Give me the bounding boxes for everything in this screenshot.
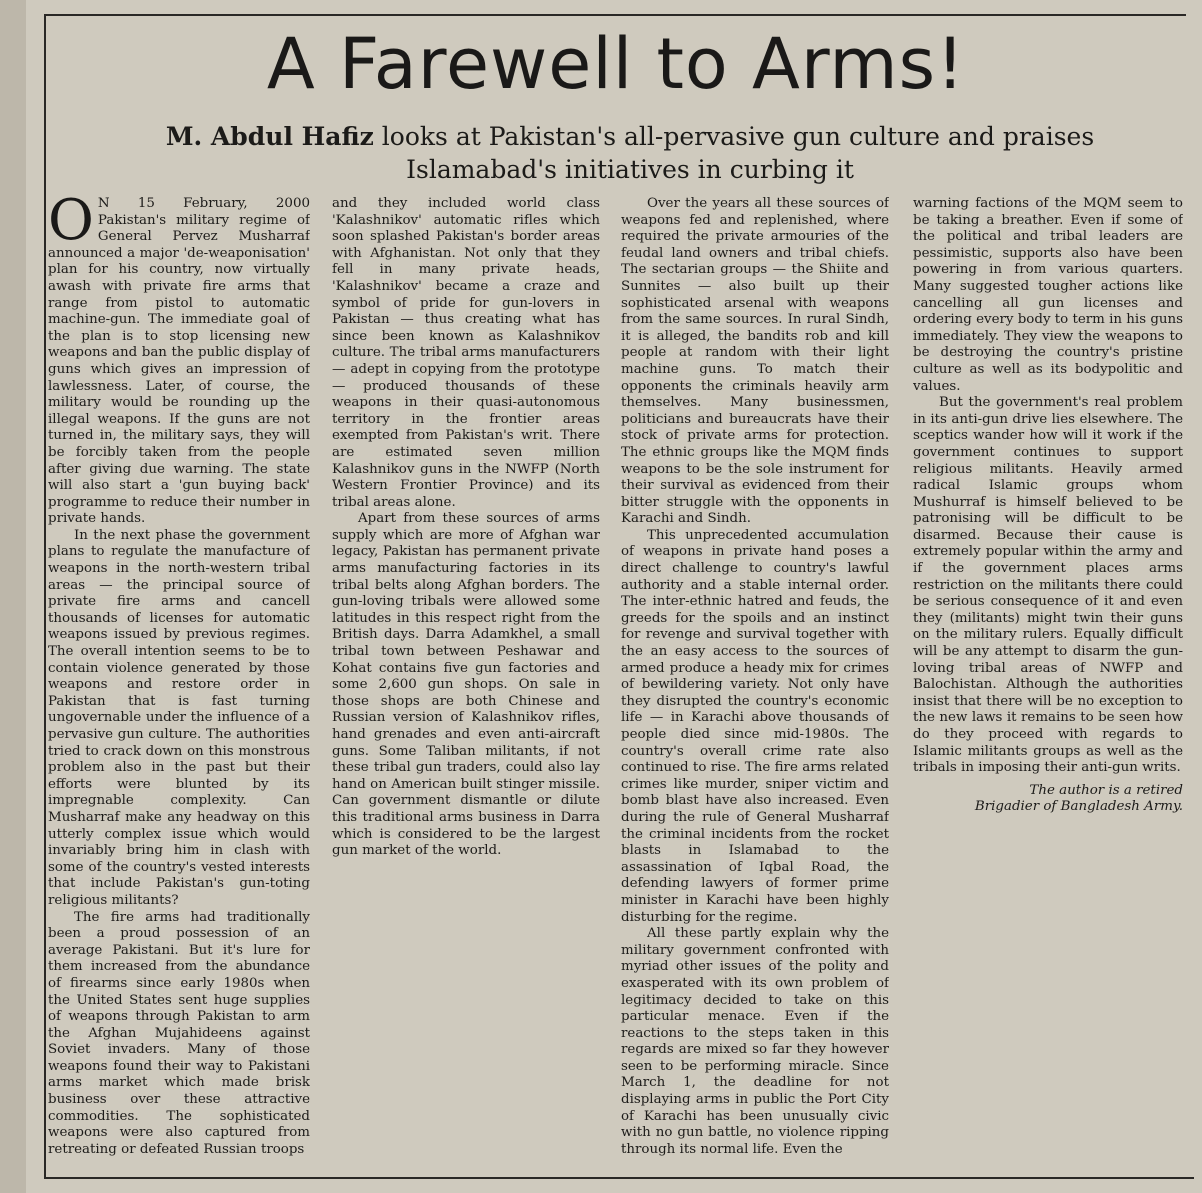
paragraph-1 bbox=[48, 196, 310, 528]
dropcap: O bbox=[48, 196, 94, 253]
paragraph-7-end: warning factions of the MQM seem to be taking a breather. Even if some of the political and tribal leaders are pessimistic, supports also have been powering in from various quarters. Many suggested tougher actions like cancelling all gun licenses and ordering every body to term in his guns immediately. They view the weapons to be destroying the country's pristine culture as well as its bodypolitic and values. bbox=[913, 196, 1183, 394]
author-note bbox=[913, 783, 1183, 816]
byline: M. Abdul Hafiz bbox=[165, 122, 374, 151]
column-3 bbox=[621, 196, 889, 1171]
column-1 bbox=[48, 196, 310, 1171]
paragraph-5: Over the years all these sources of weapons fed and replenished, where required the private armouries of the feudal land owners and tribal chiefs. The sectarian groups — the Shiite and Sunnites — also built up their sophisticated arsenal with weapons from the same sources. In rural Sindh, it is alleged, the bandits rob and kill people at random with their light machine guns. To match their opponents the criminals heavily arm themselves. Many businessmen, politicians and bureaucrats have their stock of private arms for protection. The ethnic groups like the MQM finds weapons to be the sole instrument for their survival as evidenced from their bitter struggle with the opponents in Karachi and Sindh. bbox=[621, 196, 889, 527]
left-rule bbox=[44, 14, 46, 1179]
paragraph-6: This unprecedented accumulation of weapons in private hand poses a direct challenge to country's lawful authority and a stable internal order. The inter-ethnic hatred and feuds, the greeds for the spoils and an instinct for revenge and survival together with the an easy access to the sources of armed produce a heady mix for crimes of bewildering variety. Not only have they disrupted the country's economic life — in Karachi above thousands of people died since mid-1980s. The country's overall crime rate also continued to rise. The fire arms related crimes like murder, sniper victim and bomb blast have also increased. Even during the rule of General Musharraf the criminal incidents from the rocket blasts in Islamabad to the assassination of Iqbal Road, the defending lawyers of former prime minister in Karachi have been highly disturbing for the regime. bbox=[621, 527, 889, 925]
top-rule bbox=[44, 14, 1186, 16]
author-note-line-1: The author is a retired bbox=[1029, 782, 1183, 798]
bottom-rule bbox=[44, 1177, 1194, 1179]
headline: A Farewell to Arms! bbox=[266, 23, 966, 105]
paragraph-1-text: N 15 February, 2000 Pakistan's military regime of General Pervez Musharraf announced a major 'de-weaponisation' plan for his country, now virtually awash with private fire arms that range from pistol to automatic machine-gun. The immediate goal of the plan is to stop licensing new weapons and ban the public display of guns which gives an impression of lawlessness. Later, of course, the military would be rounding up the illegal weapons. If the guns are not turned in, the military says, they will be forcibly taken from the people after giving due warning. The state will also start a 'gun buying back' programme to reduce their number in private hands. bbox=[48, 196, 310, 527]
deck bbox=[90, 120, 1170, 186]
column-2 bbox=[332, 196, 600, 1171]
author-note-line-2: Brigadier of Bangladesh Army. bbox=[974, 799, 1183, 815]
paragraph-8: But the government's real problem in its anti-gun drive lies elsewhere. The sceptics wander how will it work if the government continues to support religious militants. Heavily armed radical Islamic groups whom Mushurraf is himself believed to be patronising will be difficult to be disarmed. Because their cause is extremely popular within the army and if the government places arms restriction on the militants there could be serious consequence of it and even they (militants) might twin their guns on the military rulers. Equally difficult will be any attempt to disarm the gun-loving tribal areas of NWFP and Balochistan. Although the authorities insist that there will be no exception to the new laws it remains to be seen how do they proceed with regards to Islamic militants groups as well as the tribals in imposing their anti-gun writs. bbox=[913, 395, 1183, 776]
deck-text: looks at Pakistan's all-pervasive gun culture and praises Islamabad's initiatives in curbing it bbox=[373, 122, 1095, 184]
paragraph-7-start: All these partly explain why the military government confronted with myriad other issues of the polity and exasperated with its own problem of legitimacy decided to take on this particular menace. Even if the reactions to the steps taken in this regards are mixed so far they however seen to be performing miracle. Since March 1, the deadline for not displaying arms in public the Port City of Karachi has been unusually civic with no gun battle, no violence ripping through its normal life. Even the bbox=[621, 926, 889, 1157]
paragraph-3-end: and they included world class 'Kalashnikov' automatic rifles which soon splashed Pakistan's border areas with Afghanistan. Not only that they fell in many private heads, 'Kalashnikov' became a craze and symbol of pride for gun-lovers in Pakistan — thus creating what has since been known as Kalashnikov culture. The tribal arms manufacturers — adept in copying from the prototype — produced thousands of these weapons in their quasi-autonomous territory in the frontier areas exempted from Pakistan's writ. There are estimated seven million Kalashnikov guns in the NWFP (North Western Frontier Province) and its tribal areas alone. bbox=[332, 196, 600, 510]
column-4 bbox=[913, 196, 1183, 1171]
paragraph-4: Apart from these sources of arms supply which are more of Afghan war legacy, Pakistan has permanent private arms manufacturing factories in its tribal belts along Afghan borders. The gun-loving tribals were allowed some latitudes in this respect right from the British days. Darra Adamkhel, a small tribal town between Peshawar and Kohat contains five gun factories and some 2,600 gun shops. On sale in those shops are both Chinese and Russian version of Kalashnikov rifles, hand grenades and even anti-aircraft guns. Some Taliban militants, if not these tribal gun traders, could also lay hand on American built stinger missile. Can government dismantle or dilute this traditional arms business in Darra which is considered to be the largest gun market of the world. bbox=[332, 511, 600, 859]
paragraph-3-start: The fire arms had traditionally been a proud possession of an average Pakistani. But it's lure for them increased from the abundance of firearms since early 1980s when the United States sent huge supplies of weapons through Pakistan to arm the Afghan Mujahideens against Soviet invaders. Many of those weapons found their way to Pakistani arms market which made brisk business over these attractive commodities. The sophisticated weapons were also captured from retreating or defeated Russian troops bbox=[48, 909, 310, 1157]
page-margin bbox=[0, 0, 26, 1193]
paragraph-2: In the next phase the government plans to regulate the manufacture of weapons in the north-western tribal areas — the principal source of private fire arms and cancell thousands of licenses for automatic weapons issued by previous regimes. The overall intention seems to be to contain violence generated by those weapons and restore order in Pakistan that is fast turning ungovernable under the influence of a pervasive gun culture. The authorities tried to crack down on this monstrous problem also in the past but their efforts were blunted by its impregnable complexity. Can Musharraf make any headway on this utterly complex issue which would invariably bring him in clash with some of the country's vested interests that include Pakistan's gun-toting religious militants? bbox=[48, 527, 310, 908]
